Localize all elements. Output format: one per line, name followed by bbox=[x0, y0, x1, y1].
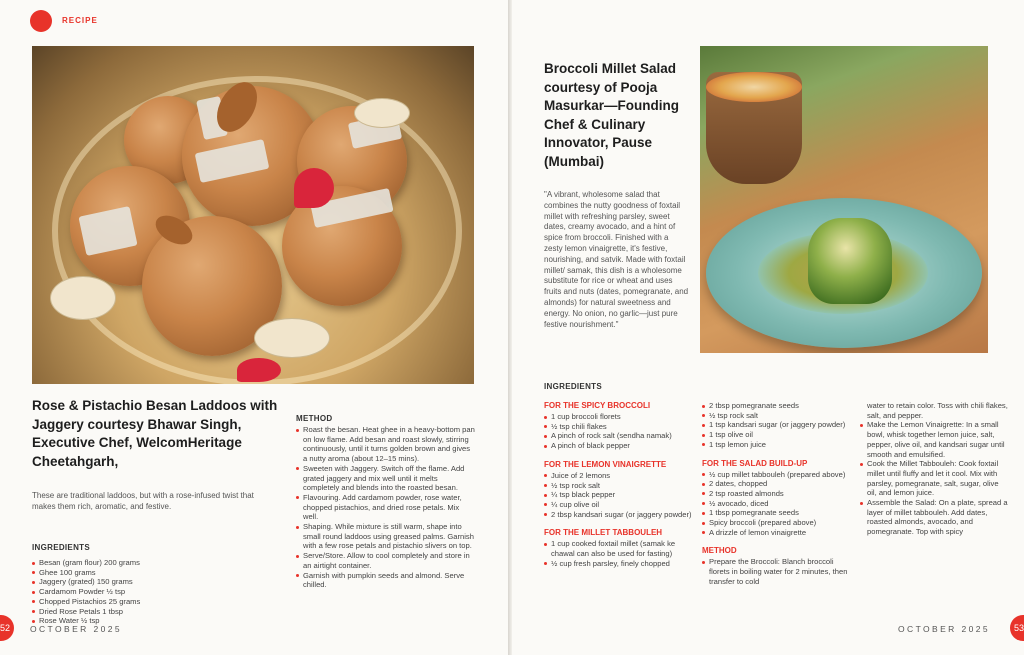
list-item: Chopped Pistachios 25 grams bbox=[32, 597, 222, 607]
ingredients-column-1 bbox=[544, 401, 694, 568]
list-item: 2 tbsp pomegranate seeds bbox=[702, 401, 852, 411]
list-item: Shaping. While mixture is still warm, shape into small round laddoos using greased palms. Garnish with a few rose petals and pistachio slivers on top. bbox=[296, 522, 476, 551]
list-item: Besan (gram flour) 200 grams bbox=[32, 558, 222, 568]
section-tag: RECIPE bbox=[62, 16, 98, 25]
recipe-title: Rose & Pistachio Besan Laddoos with Jaggery courtesy Bhawar Singh, Executive Chef, WelcomHeritage Cheetahgarh, bbox=[32, 398, 278, 469]
list-item: ½ tsp rock salt bbox=[702, 411, 852, 421]
list-item: 2 dates, chopped bbox=[702, 479, 852, 489]
method-heading: METHOD bbox=[296, 414, 333, 423]
footer-month-left: OCTOBER 2025 bbox=[30, 624, 122, 634]
list-item: 1 tbsp pomegranate seeds bbox=[702, 508, 852, 518]
method-heading: METHOD bbox=[702, 546, 737, 556]
buildup-list bbox=[702, 470, 852, 538]
list-item: 1 cup broccoli florets bbox=[544, 412, 694, 422]
list-item: Prepare the Broccoli: Blanch broccoli florets in boiling water for 2 minutes, then transfer to cold bbox=[702, 557, 852, 586]
list-item: Sweeten with Jaggery. Switch off the flame. Add grated jaggery and mix well until it melts completely and blends into the roasted besan. bbox=[296, 464, 476, 493]
method-continuation: water to retain color. Toss with chili flakes, salt, and pepper. bbox=[867, 401, 1008, 420]
method-section bbox=[296, 414, 476, 590]
ingredients-section bbox=[32, 543, 222, 626]
list-item: ½ cup fresh parsley, finely chopped bbox=[544, 559, 694, 569]
method-column bbox=[860, 401, 1010, 537]
ingredients-heading: INGREDIENTS bbox=[32, 543, 90, 552]
subheading-salad-buildup: FOR THE SALAD BUILD-UP bbox=[702, 458, 808, 468]
spicy-broccoli-list bbox=[544, 412, 694, 451]
recipe-title: Broccoli Millet Salad courtesy of Pooja Masurkar—Founding Chef & Culinary Innovator, Pause (Mumbai) bbox=[544, 61, 680, 169]
page-number-right: 53 bbox=[1010, 615, 1024, 641]
tabbouleh-list-b bbox=[702, 401, 852, 450]
list-item: ½ cup millet tabbouleh (prepared above) bbox=[702, 470, 852, 480]
page-number-left: 52 bbox=[0, 615, 14, 641]
ingredients-heading: INGREDIENTS bbox=[544, 382, 602, 391]
tabbouleh-list-a bbox=[544, 539, 694, 568]
list-item: Juice of 2 lemons bbox=[544, 471, 694, 481]
list-item: Make the Lemon Vinaigrette: In a small bowl, whisk together lemon juice, salt, pepper, olive oil, and kandsari sugar until smooth and emulsified. bbox=[860, 420, 1010, 459]
list-item: Serve/Store. Allow to cool completely and store in an airtight container. bbox=[296, 551, 476, 570]
ingredients-column-2 bbox=[702, 401, 852, 587]
list-item: A pinch of rock salt (sendha namak) bbox=[544, 431, 694, 441]
list-item: ½ tsp rock salt bbox=[544, 481, 694, 491]
list-item: Cardamom Powder ½ tsp bbox=[32, 587, 222, 597]
list-item: 1 tsp olive oil bbox=[702, 430, 852, 440]
list-item: Rose Water ½ tsp bbox=[32, 616, 222, 626]
left-page bbox=[0, 0, 508, 655]
list-item: ¼ cup olive oil bbox=[544, 500, 694, 510]
list-item: A pinch of black pepper bbox=[544, 441, 694, 451]
list-item: 2 tbsp kandsari sugar (or jaggery powder) bbox=[544, 510, 694, 520]
list-item: 2 tsp roasted almonds bbox=[702, 489, 852, 499]
recipe-intro: "A vibrant, wholesome salad that combines the nutty goodness of foxtail millet with refreshing parsley, sweet dates, creamy avocado, and a hint of spice from broccoli. Finished with a zesty lemon vinaigrette, it's festive, nourishing, and satvik. Made with foxtail millet/ samak, this dish is a wholesome substitute for rice or wheat and uses fruits and nuts (dates, pomegranate, and almonds) for natural sweetness and energy. No onion, no garlic—just pure festive nourishment." bbox=[544, 190, 689, 329]
list-item: ½ tsp chili flakes bbox=[544, 422, 694, 432]
method-list bbox=[296, 425, 476, 590]
footer-month-right: OCTOBER 2025 bbox=[898, 624, 990, 634]
ingredients-list bbox=[32, 558, 222, 626]
list-item: Ghee 100 grams bbox=[32, 568, 222, 578]
list-item: Spicy broccoli (prepared above) bbox=[702, 518, 852, 528]
subheading-vinaigrette: FOR THE LEMON VINAIGRETTE bbox=[544, 459, 667, 469]
method-list-b bbox=[860, 420, 1010, 536]
list-item: A drizzle of lemon vinaigrette bbox=[702, 528, 852, 538]
list-item: Garnish with pumpkin seeds and almond. Serve chilled. bbox=[296, 571, 476, 590]
recipe-intro: These are traditional laddoos, but with a rose-infused twist that makes them rich, aromatic, and festive. bbox=[32, 491, 254, 511]
list-item: 1 tsp lemon juice bbox=[702, 440, 852, 450]
method-list-a bbox=[702, 557, 852, 586]
laddoo-photo bbox=[32, 46, 474, 384]
salad-photo bbox=[700, 46, 988, 353]
list-item: ½ avocado, diced bbox=[702, 499, 852, 509]
list-item: Jaggery (grated) 150 grams bbox=[32, 577, 222, 587]
list-item: Cook the Millet Tabbouleh: Cook foxtail millet until fluffy and let it cool. Mix with parsley, pomegranate, salt, sugar, olive oil, and lemon juice. bbox=[860, 459, 1010, 498]
list-item: Dried Rose Petals 1 tbsp bbox=[32, 607, 222, 617]
list-item: Flavouring. Add cardamom powder, rose water, chopped pistachios, and dried rose petals. Mix well. bbox=[296, 493, 476, 522]
list-item: ¼ tsp black pepper bbox=[544, 490, 694, 500]
list-item: 1 cup cooked foxtail millet (samak ke chawal can also be used for fasting) bbox=[544, 539, 694, 558]
list-item: Roast the besan. Heat ghee in a heavy-bottom pan on low flame. Add besan and roast slowly, stirring continuously, until it turns golden brown and gives a nutty aroma (about 12–15 mins). bbox=[296, 425, 476, 464]
subheading-spicy-broccoli: FOR THE SPICY BROCCOLI bbox=[544, 401, 651, 410]
recipe-tag-dot bbox=[30, 10, 52, 32]
right-page bbox=[512, 0, 1024, 655]
subheading-tabbouleh: FOR THE MILLET TABBOULEH bbox=[544, 528, 663, 538]
vinaigrette-list bbox=[544, 471, 694, 520]
list-item: Assemble the Salad: On a plate, spread a layer of millet tabbouleh. Add dates, roasted almonds, avocado, and pomegranate. Top with spicy bbox=[860, 498, 1010, 537]
list-item: 1 tsp kandsari sugar (or jaggery powder) bbox=[702, 420, 852, 430]
